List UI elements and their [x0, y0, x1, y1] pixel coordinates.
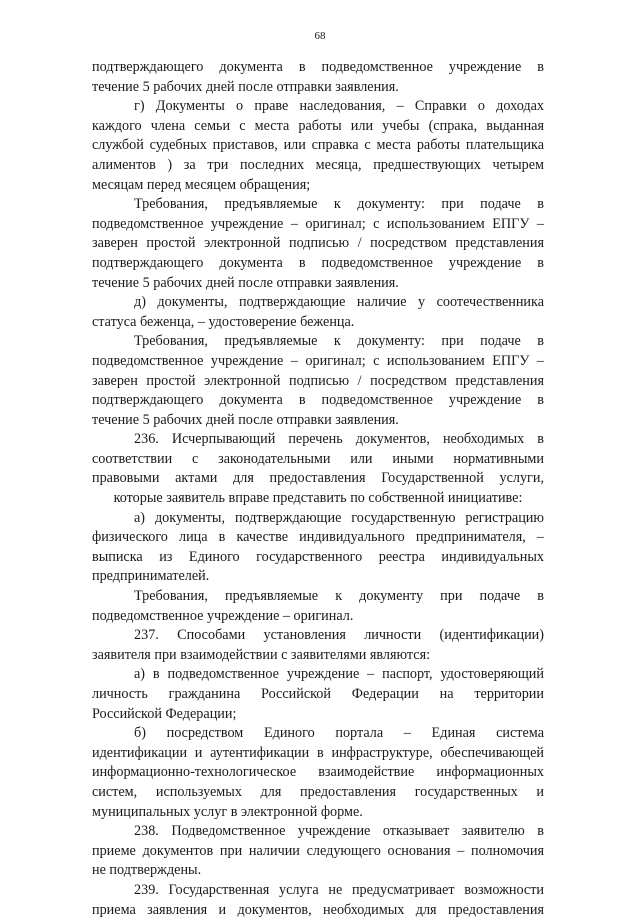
- text-line: алиментов ) за три последних месяца, предшествующих четырем: [92, 156, 544, 173]
- text-line: подведомственное учреждение – оригинал.: [92, 607, 354, 624]
- text-line: заверен простой электронной подписью / посредством представления: [92, 235, 544, 252]
- text-line: службой судебных приставов, или справка с места работы плательщика: [92, 137, 544, 154]
- text-line: Российской Федерации;: [92, 705, 237, 722]
- text-line: приеме документов при наличии следующего основания – полномочия: [92, 842, 544, 859]
- document-body: [92, 58, 544, 920]
- page-number: 68: [314, 30, 326, 42]
- text-line: 237. Способами установления личности (идентификации): [134, 627, 544, 644]
- text-line: 238. Подведомственное учреждение отказывает заявителю в: [134, 823, 544, 840]
- text-line: заявителя при взаимодействии с заявителями являются:: [92, 646, 431, 663]
- text-line: а) документы, подтверждающие государственную регистрацию: [134, 509, 544, 526]
- text-line: б) посредством Единого портала – Единая система: [134, 725, 544, 742]
- text-line: идентификации и аутентификации в инфраструктуре, обеспечивающей: [92, 744, 544, 761]
- text-line: подведомственное учреждение – оригинал; с использованием ЕПГУ –: [92, 215, 544, 232]
- text-line: течение 5 рабочих дней после отправки заявления.: [92, 274, 399, 291]
- text-line: Требования, предъявляемые к документу при подаче в: [134, 588, 544, 605]
- text-line: информационно-технологическое взаимодействие информационных: [92, 764, 544, 781]
- text-line: которые заявитель вправе представить по собственной инициативе:: [113, 490, 523, 507]
- text-line: выписка из Единого государственного реестра индивидуальных: [92, 548, 544, 565]
- text-line: а) в подведомственное учреждение – паспорт, удостоверяющий: [134, 666, 544, 683]
- text-line: д) документы, подтверждающие наличие у соотечественника: [134, 294, 544, 311]
- text-line: статуса беженца, – удостоверение беженца.: [92, 313, 355, 330]
- text-line: г) Документы о праве наследования, – Справки о доходах: [134, 98, 544, 115]
- text-line: приема заявления и документов, необходимых для предоставления: [92, 901, 544, 918]
- text-line: каждого члена семьи с места работы или учебы (спрака, выданная: [92, 117, 544, 134]
- text-line: Требования, предъявляемые к документу: при подаче в: [134, 333, 544, 350]
- text-line: правовыми актами для предоставления Государственной услуги,: [92, 470, 544, 487]
- text-line: не подтверждены.: [92, 862, 202, 879]
- text-line: муниципальных услуг в электронной форме.: [92, 803, 363, 820]
- text-line: предпринимателей.: [92, 568, 210, 585]
- text-line: соответствии с законодательными или иными нормативными: [92, 450, 544, 467]
- text-line: месяцам перед месяцем обращения;: [92, 176, 311, 193]
- text-line: 236. Исчерпывающий перечень документов, необходимых в: [134, 431, 544, 448]
- text-line: подтверждающего документа в подведомственное учреждение в: [92, 59, 544, 75]
- text-line: подведомственное учреждение – оригинал; с использованием ЕПГУ –: [92, 352, 544, 369]
- text-line: Требования, предъявляемые к документу: при подаче в: [134, 196, 544, 213]
- text-line: личность гражданина Российской Федерации на территории: [92, 686, 544, 702]
- text-line: течение 5 рабочих дней после отправки заявления.: [92, 78, 399, 95]
- text-line: 239. Государственная услуга не предусматривает возможности: [134, 881, 544, 898]
- text-line: заверен простой электронной подписью / посредством представления: [92, 372, 544, 389]
- text-line: физического лица в качестве индивидуального предпринимателя, –: [92, 529, 544, 546]
- text-line: подтверждающего документа в подведомственное учреждение в: [92, 254, 544, 271]
- text-line: течение 5 рабочих дней после отправки заявления.: [92, 411, 399, 428]
- text-line: подтверждающего документа в подведомственное учреждение в: [92, 392, 544, 409]
- text-line: систем, используемых для предоставления государственных и: [92, 783, 544, 800]
